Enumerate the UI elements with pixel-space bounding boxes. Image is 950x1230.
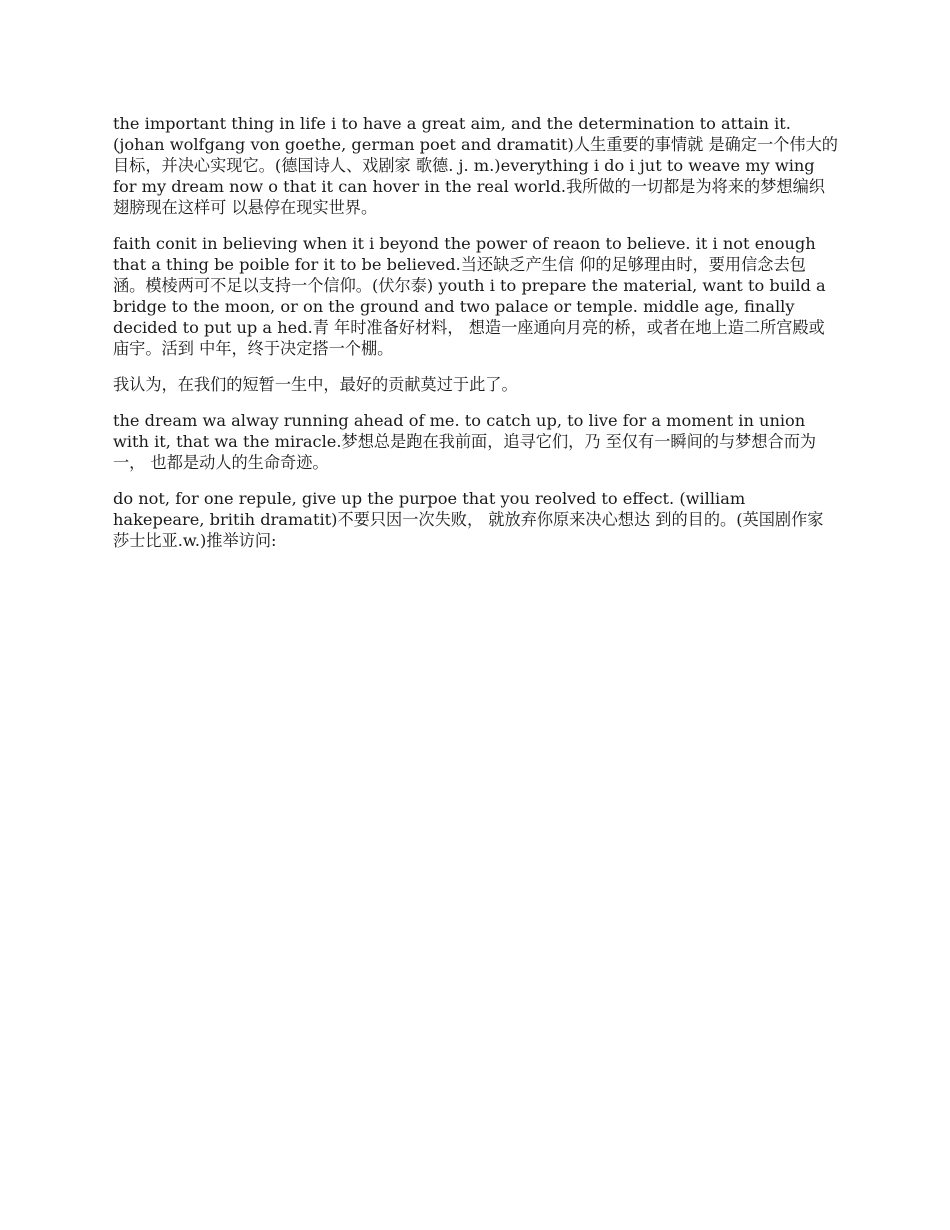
- paragraph-3: 我认为，在我们的短暂一生中，最好的贡献莫过于此了。: [113, 375, 518, 394]
- document-page: [113, 113, 838, 566]
- paragraph-2: faith conit in believing when it i beyond the power of reaon to believe. it i not enough that a thing be poible for it to be believed.当还缺乏产生信 仰的足够理由时，要用信念去包涵。模棱两可不足以支持一个信仰。(伏尔泰) youth i to prepare the material, want to build a bridge to the moon, or on the ground and two palace or temple. middle age, finally decided to put up a hed.青 年时准备好材料， 想造一座通向月亮的桥，或者在地上造二所宫殿或庙宇。活到 中年，终于决定搭一个棚。: [113, 234, 826, 358]
- paragraph-1: the important thing in life i to have a great aim, and the determination to attain it. (johan wolfgang von goethe, german poet and dramatit)人生重要的事情就 是确定一个伟大的目标，并决心实现它。(德国诗人、戏剧家 歌德. j. m.)everything i do i jut to weave my wing for my dream now o that it can hover in the real world.我所做的一切都是为将来的梦想编织翅膀现在这样可 以悬停在现实世界。: [113, 114, 838, 217]
- paragraph-4: the dream wa alway running ahead of me. to catch up, to live for a moment in union with it, that wa the miracle.梦想总是跑在我前面，追寻它们，乃 至仅有一瞬间的与梦想合而为一， 也都是动人的生命奇迹。: [113, 411, 817, 472]
- paragraph-5: do not, for one repule, give up the purpoe that you reolved to effect. (william hakepeare, britih dramatit)不要只因一次失败， 就放弃你原来决心想达 到的目的。(英国剧作家 莎士比亚.w.)推举访问:: [113, 489, 824, 550]
